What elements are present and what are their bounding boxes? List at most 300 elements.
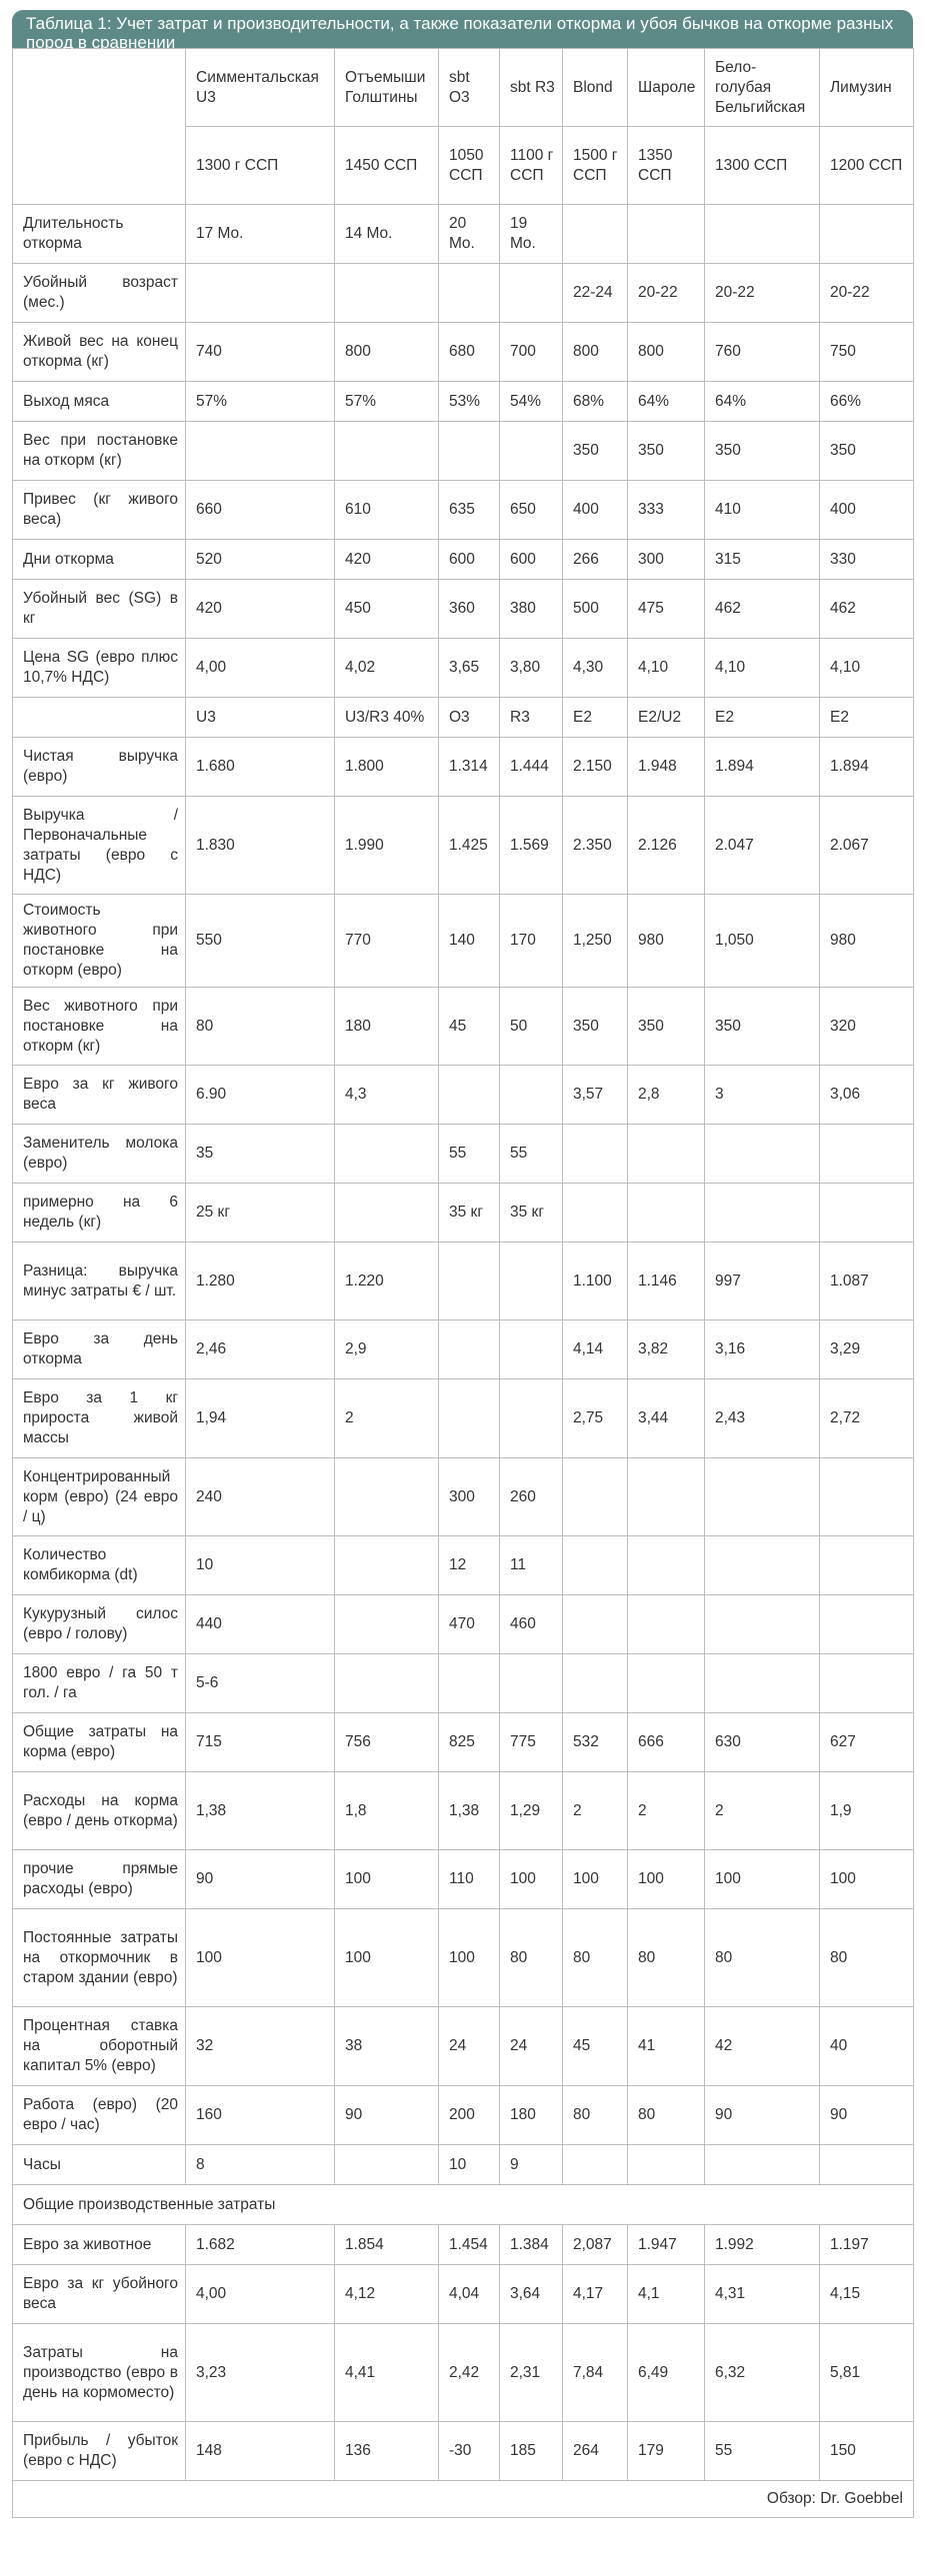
table-cell: 90 (705, 2086, 820, 2145)
table-cell (335, 1654, 439, 1713)
table-cell: 54% (500, 382, 563, 422)
row-label (13, 698, 186, 738)
table-cell: 4,15 (820, 2265, 914, 2324)
table-cell: 3,29 (820, 1320, 914, 1379)
table-cell: 55 (500, 1125, 563, 1184)
table-row (13, 2324, 914, 2422)
table-cell (335, 1458, 439, 1536)
table-row (13, 264, 914, 323)
table-cell: 185 (500, 2422, 563, 2481)
table-cell: 600 (439, 540, 500, 580)
table-cell (705, 1654, 820, 1713)
table-cell: 180 (335, 988, 439, 1066)
table-cell (628, 2145, 705, 2185)
row-label: Вес при постановке на откорм (кг) (13, 422, 186, 481)
table-cell (563, 1595, 628, 1654)
table-row (13, 1909, 914, 2007)
table-cell: 2,9 (335, 1320, 439, 1379)
table-cell (705, 1184, 820, 1243)
header-weight-cell: 1450 ССП (335, 127, 439, 205)
table-cell: 17 Mo. (186, 205, 335, 264)
table-cell: 1.280 (186, 1243, 335, 1320)
table-cell: 100 (335, 1909, 439, 2007)
table-cell: 2,46 (186, 1320, 335, 1379)
table-cell: 260 (500, 1458, 563, 1536)
table-cell: 350 (705, 422, 820, 481)
table-cell (500, 264, 563, 323)
header-weight-cell: 1100 г ССП (500, 127, 563, 205)
table-cell: 475 (628, 580, 705, 639)
table-cell: 410 (705, 481, 820, 540)
row-label: Евро за 1 кг прироста живой массы (13, 1379, 186, 1458)
table-cell: 360 (439, 580, 500, 639)
table-cell: 462 (705, 580, 820, 639)
table-cell: 450 (335, 580, 439, 639)
table-cell: 64% (628, 382, 705, 422)
table-cell: 41 (628, 2007, 705, 2086)
table-cell: 1,050 (705, 895, 820, 988)
table-cell: 19 Mo. (500, 205, 563, 264)
table-row (13, 481, 914, 540)
table-cell: 750 (820, 323, 914, 382)
table-cell: 68% (563, 382, 628, 422)
table-cell: 170 (500, 895, 563, 988)
table-cell: 3,64 (500, 2265, 563, 2324)
table-cell (705, 2145, 820, 2185)
header-weight-cell: 1350 ССП (628, 127, 705, 205)
table-cell: 2 (563, 1772, 628, 1850)
header-weight-cell: 1050 ССП (439, 127, 500, 205)
row-label: примерно на 6 недель (кг) (13, 1184, 186, 1243)
table-row (13, 2265, 914, 2324)
table-cell: 1,8 (335, 1772, 439, 1850)
table-cell: E2/U2 (628, 698, 705, 738)
table-cell: 2.150 (563, 738, 628, 797)
table-cell: U3/R3 40% (335, 698, 439, 738)
table-cell: 100 (820, 1850, 914, 1909)
table-caption: Таблица 1: Учет затрат и производительности, а также показатели откорма и убоя бычков на откорме разных пород в сравнении (12, 10, 913, 48)
table-cell: 1.197 (820, 2225, 914, 2265)
table-cell (500, 1066, 563, 1125)
table-row (13, 1125, 914, 1184)
table-cell (705, 1595, 820, 1654)
table-cell (563, 1458, 628, 1536)
table-cell: 4,00 (186, 639, 335, 698)
table-cell: 20 Mo. (439, 205, 500, 264)
table-cell: E2 (563, 698, 628, 738)
table-row (13, 2422, 914, 2481)
table-cell (335, 422, 439, 481)
row-label: Евро за день откорма (13, 1320, 186, 1379)
table-cell: 6,32 (705, 2324, 820, 2422)
table-cell: 3,44 (628, 1379, 705, 1458)
table-cell: 760 (705, 323, 820, 382)
table-cell: 22-24 (563, 264, 628, 323)
table-cell: 1.384 (500, 2225, 563, 2265)
table-cell: 80 (820, 1909, 914, 2007)
table-cell: R3 (500, 698, 563, 738)
table-cell: 4,02 (335, 639, 439, 698)
table-cell: 1.680 (186, 738, 335, 797)
table-cell: 1.894 (820, 738, 914, 797)
row-label: Выручка / Первоначальные затраты (евро с НДС) (13, 797, 186, 895)
row-label: Евро за кг живого веса (13, 1066, 186, 1125)
table-cell: 997 (705, 1243, 820, 1320)
table-cell: 1.146 (628, 1243, 705, 1320)
table-cell: 1.800 (335, 738, 439, 797)
table-cell: 1.569 (500, 797, 563, 895)
table-cell: 4,00 (186, 2265, 335, 2324)
table-cell: 470 (439, 1595, 500, 1654)
table-cell: 50 (500, 988, 563, 1066)
data-table (12, 48, 914, 2518)
table-cell: E2 (820, 698, 914, 738)
table-cell: 35 (186, 1125, 335, 1184)
source-note: Обзор: Dr. Goebbel (13, 2481, 914, 2518)
table-frame (12, 10, 913, 2518)
table-cell (563, 1536, 628, 1595)
table-cell: 80 (186, 988, 335, 1066)
table-cell: 5-6 (186, 1654, 335, 1713)
table-cell: 600 (500, 540, 563, 580)
table-cell (820, 1184, 914, 1243)
table-cell: 2,087 (563, 2225, 628, 2265)
table-cell: 666 (628, 1713, 705, 1772)
table-row (13, 2086, 914, 2145)
row-label: Чистая выручка (евро) (13, 738, 186, 797)
table-cell (563, 1184, 628, 1243)
source-row (13, 2481, 914, 2518)
table-cell (335, 1184, 439, 1243)
table-cell (186, 264, 335, 323)
table-cell: 775 (500, 1713, 563, 1772)
table-row (13, 323, 914, 382)
row-label: Затраты на производство (евро в день на кормоместо) (13, 2324, 186, 2422)
table-cell: 1.992 (705, 2225, 820, 2265)
table-row (13, 1066, 914, 1125)
table-cell (563, 205, 628, 264)
table-cell (705, 205, 820, 264)
table-cell: 1.087 (820, 1243, 914, 1320)
table-cell: 200 (439, 2086, 500, 2145)
table-cell (820, 1595, 914, 1654)
table-cell: 4,10 (705, 639, 820, 698)
table-cell: 38 (335, 2007, 439, 2086)
table-cell (820, 1654, 914, 1713)
table-cell: 3 (705, 1066, 820, 1125)
table-row (13, 797, 914, 895)
table-cell: 4,41 (335, 2324, 439, 2422)
table-cell: 100 (563, 1850, 628, 1909)
table-cell (335, 1125, 439, 1184)
table-cell (335, 1595, 439, 1654)
table-cell (820, 1536, 914, 1595)
table-cell (439, 1320, 500, 1379)
table-cell (820, 205, 914, 264)
table-cell: 1,38 (439, 1772, 500, 1850)
table-cell: 80 (563, 2086, 628, 2145)
table-cell (500, 422, 563, 481)
table-cell: 1,29 (500, 1772, 563, 1850)
header-breed-cell: Шароле (628, 49, 705, 127)
table-cell: 4,17 (563, 2265, 628, 2324)
table-cell: 24 (439, 2007, 500, 2086)
table-cell: 6.90 (186, 1066, 335, 1125)
table-cell: 4,12 (335, 2265, 439, 2324)
table-cell: 35 кг (439, 1184, 500, 1243)
table-cell: 462 (820, 580, 914, 639)
row-label: Концентрированный корм (евро) (24 евро / ц) (13, 1458, 186, 1536)
table-cell: 6,49 (628, 2324, 705, 2422)
table-cell: 350 (705, 988, 820, 1066)
table-cell: 627 (820, 1713, 914, 1772)
table-cell: 140 (439, 895, 500, 988)
table-cell: 630 (705, 1713, 820, 1772)
header-breed-cell: Blond (563, 49, 628, 127)
row-label: Вес животного при постановке на откорм (кг) (13, 988, 186, 1066)
table-cell: 264 (563, 2422, 628, 2481)
row-label: Постоянные затраты на откормочник в старом здании (евро) (13, 1909, 186, 2007)
table-cell: 460 (500, 1595, 563, 1654)
row-label: Заменитель молока (евро) (13, 1125, 186, 1184)
row-label: Стоимость животного при постановке на откорм (евро) (13, 895, 186, 988)
table-cell: 800 (628, 323, 705, 382)
table-cell: 100 (628, 1850, 705, 1909)
header-breed-cell: sbt O3 (439, 49, 500, 127)
table-cell: 700 (500, 323, 563, 382)
table-row (13, 1536, 914, 1595)
table-cell: 100 (500, 1850, 563, 1909)
table-cell: 825 (439, 1713, 500, 1772)
table-cell: 440 (186, 1595, 335, 1654)
table-cell: 3,57 (563, 1066, 628, 1125)
table-cell: 2.126 (628, 797, 705, 895)
row-label: Цена SG (евро плюс 10,7% НДС) (13, 639, 186, 698)
table-cell: 24 (500, 2007, 563, 2086)
table-cell: 266 (563, 540, 628, 580)
table-cell: 660 (186, 481, 335, 540)
table-cell: 980 (820, 895, 914, 988)
table-cell (628, 1536, 705, 1595)
table-cell: 350 (563, 988, 628, 1066)
table-cell: 240 (186, 1458, 335, 1536)
table-cell: 400 (563, 481, 628, 540)
table-row (13, 895, 914, 988)
table-cell: 45 (563, 2007, 628, 2086)
table-cell: 1,38 (186, 1772, 335, 1850)
section-row (13, 2185, 914, 2225)
table-cell (439, 1379, 500, 1458)
table-row (13, 698, 914, 738)
header-weight-cell: 1200 ССП (820, 127, 914, 205)
table-row (13, 988, 914, 1066)
table-cell (186, 422, 335, 481)
table-cell (820, 2145, 914, 2185)
table-row (13, 540, 914, 580)
table-cell: 3,23 (186, 2324, 335, 2422)
row-label: Расходы на корма (евро / день откорма) (13, 1772, 186, 1850)
table-cell: 2,8 (628, 1066, 705, 1125)
table-cell: 8 (186, 2145, 335, 2185)
table-row (13, 422, 914, 481)
table-cell: 40 (820, 2007, 914, 2086)
row-label: Процентная ставка на оборотный капитал 5% (евро) (13, 2007, 186, 2086)
table-cell: 500 (563, 580, 628, 639)
table-cell: 110 (439, 1850, 500, 1909)
table-cell: 1.947 (628, 2225, 705, 2265)
table-cell: 57% (335, 382, 439, 422)
table-row (13, 205, 914, 264)
row-label: Убойный вес (SG) в кг (13, 580, 186, 639)
table-cell (628, 1595, 705, 1654)
table-cell (335, 264, 439, 323)
table-cell: 5,81 (820, 2324, 914, 2422)
table-cell: 4,1 (628, 2265, 705, 2324)
row-label: Живой вес на конец откорма (кг) (13, 323, 186, 382)
table-row (13, 1772, 914, 1850)
row-label: Привес (кг живого веса) (13, 481, 186, 540)
table-cell: 2,75 (563, 1379, 628, 1458)
table-cell: 315 (705, 540, 820, 580)
table-cell (820, 1458, 914, 1536)
table-cell: 3,65 (439, 639, 500, 698)
table-cell: 2,31 (500, 2324, 563, 2422)
row-label: Прибыль / убыток (евро с НДС) (13, 2422, 186, 2481)
row-label: Выход мяса (13, 382, 186, 422)
table-cell: E2 (705, 698, 820, 738)
table-cell: 1.990 (335, 797, 439, 895)
table-cell: 1.444 (500, 738, 563, 797)
table-cell: 550 (186, 895, 335, 988)
table-cell (500, 1379, 563, 1458)
table-cell: 980 (628, 895, 705, 988)
table-cell: 90 (186, 1850, 335, 1909)
table-cell: 20-22 (705, 264, 820, 323)
table-cell: 610 (335, 481, 439, 540)
row-label: Длительность откорма (13, 205, 186, 264)
table-cell: 350 (628, 422, 705, 481)
table-cell: 53% (439, 382, 500, 422)
header-breed-cell: sbt R3 (500, 49, 563, 127)
table-cell: 42 (705, 2007, 820, 2086)
table-cell (500, 1320, 563, 1379)
table-cell (439, 1654, 500, 1713)
table-cell: 350 (563, 422, 628, 481)
table-cell: O3 (439, 698, 500, 738)
table-cell: 4,10 (628, 639, 705, 698)
table-cell: 2.067 (820, 797, 914, 895)
table-cell: 80 (563, 1909, 628, 2007)
table-cell (500, 1654, 563, 1713)
table-cell: 20-22 (628, 264, 705, 323)
table-row (13, 580, 914, 639)
header-breed-cell: Отъемыши Голштины (335, 49, 439, 127)
table-cell: 350 (820, 422, 914, 481)
table-cell: 10 (439, 2145, 500, 2185)
row-label: Евро за кг убойного веса (13, 2265, 186, 2324)
table-row (13, 1595, 914, 1654)
header-breed-cell: Симментальская U3 (186, 49, 335, 127)
table-cell: 12 (439, 1536, 500, 1595)
table-cell: 380 (500, 580, 563, 639)
table-cell: 55 (439, 1125, 500, 1184)
table-cell: 4,04 (439, 2265, 500, 2324)
table-cell (628, 205, 705, 264)
row-label: 1800 евро / га 50 т гол. / га (13, 1654, 186, 1713)
table-cell: 1,250 (563, 895, 628, 988)
row-label: Кукурузный силос (евро / голову) (13, 1595, 186, 1654)
table-cell (628, 1458, 705, 1536)
header-row-breeds (13, 49, 914, 127)
table-cell: 80 (705, 1909, 820, 2007)
table-cell: 136 (335, 2422, 439, 2481)
table-cell: 1,94 (186, 1379, 335, 1458)
table-cell: 1.854 (335, 2225, 439, 2265)
table-cell: 100 (439, 1909, 500, 2007)
table-cell: 150 (820, 2422, 914, 2481)
table-cell: 2,42 (439, 2324, 500, 2422)
table-cell: 55 (705, 2422, 820, 2481)
table-cell (563, 1654, 628, 1713)
row-label: Евро за животное (13, 2225, 186, 2265)
table-cell: 1.425 (439, 797, 500, 895)
table-cell: 148 (186, 2422, 335, 2481)
table-cell: 3,16 (705, 1320, 820, 1379)
table-row (13, 1850, 914, 1909)
table-cell: 300 (439, 1458, 500, 1536)
table-cell (500, 1243, 563, 1320)
table-cell: 1.682 (186, 2225, 335, 2265)
table-cell: 650 (500, 481, 563, 540)
table-cell: 7,84 (563, 2324, 628, 2422)
row-label: прочие прямые расходы (евро) (13, 1850, 186, 1909)
table-cell: 520 (186, 540, 335, 580)
table-cell: 1.948 (628, 738, 705, 797)
table-cell: 2 (705, 1772, 820, 1850)
table-cell: 2.047 (705, 797, 820, 895)
table-cell: 1.894 (705, 738, 820, 797)
table-cell: 1.220 (335, 1243, 439, 1320)
table-cell (563, 2145, 628, 2185)
table-cell: 2 (335, 1379, 439, 1458)
table-cell: 80 (628, 1909, 705, 2007)
table-row (13, 2225, 914, 2265)
table-cell: 635 (439, 481, 500, 540)
table-cell (563, 1125, 628, 1184)
table-cell (628, 1125, 705, 1184)
table-cell: 14 Mo. (335, 205, 439, 264)
table-cell: 4,10 (820, 639, 914, 698)
table-row (13, 1654, 914, 1713)
table-cell: 90 (820, 2086, 914, 2145)
row-label: Работа (евро) (20 евро / час) (13, 2086, 186, 2145)
table-cell: 57% (186, 382, 335, 422)
table-cell: 2.350 (563, 797, 628, 895)
table-cell: 100 (705, 1850, 820, 1909)
table-row (13, 2007, 914, 2086)
table-cell: 300 (628, 540, 705, 580)
table-cell: 350 (628, 988, 705, 1066)
table-cell: 532 (563, 1713, 628, 1772)
table-cell: 80 (628, 2086, 705, 2145)
table-cell: 1.314 (439, 738, 500, 797)
table-cell: 2 (628, 1772, 705, 1850)
table-row (13, 1713, 914, 1772)
header-corner-cell (13, 49, 186, 205)
table-cell: 756 (335, 1713, 439, 1772)
table-cell: 800 (335, 323, 439, 382)
table-cell: 3,06 (820, 1066, 914, 1125)
